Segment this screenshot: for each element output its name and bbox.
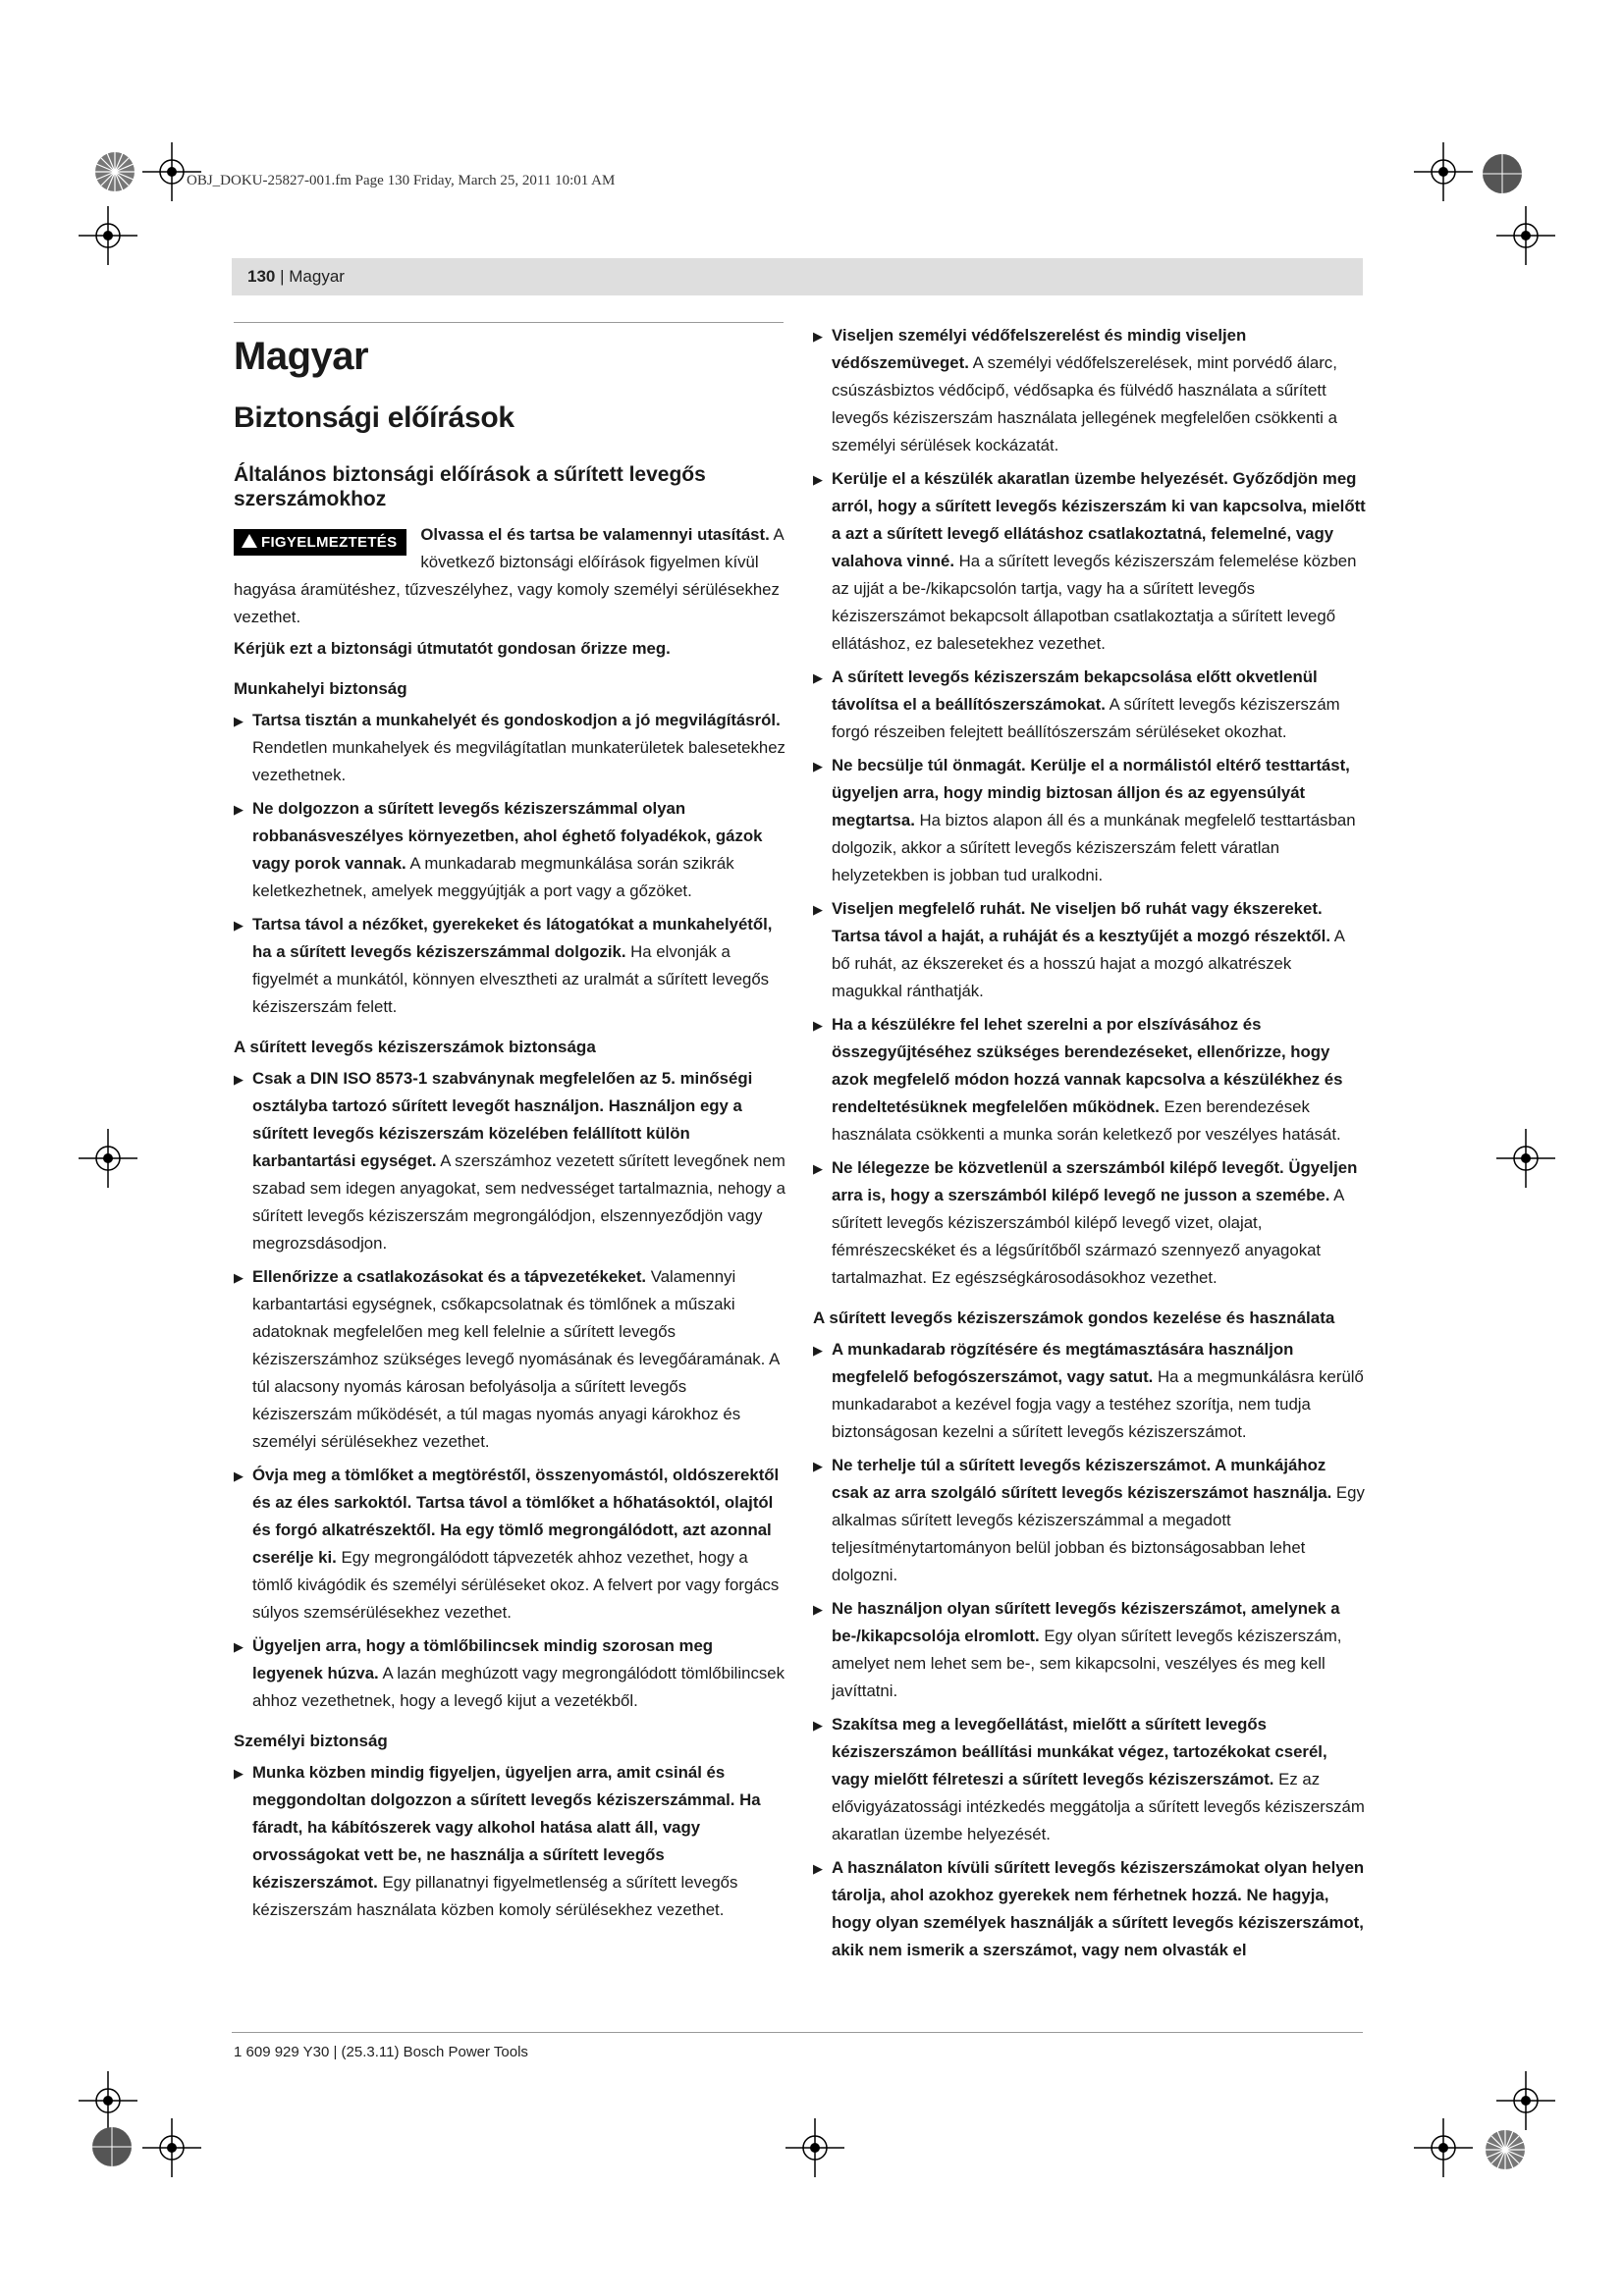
list-personal-safety — [234, 1759, 786, 1924]
warning-triangle-icon — [242, 534, 257, 548]
subsection-title: Általános biztonsági előírások a sűrített levegős szerszámokhoz — [234, 463, 706, 510]
list-careful-use — [813, 1336, 1366, 1964]
list-item: ▶ A használaton kívüli sűrített levegős kéziszerszámokat olyan helyen tárolja, ahol azokhoz gyerekek nem férhetnek hozzá. Ne hagyja, hogy olyan személyek használják a sűrített levegős kéziszerszámot, akik nem ismerik a szerszámot, vagy nem olvasták el — [813, 1854, 1366, 1964]
list-item: ▶ Ügyeljen arra, hogy a tömlőbilincsek mindig szorosan meg legyenek húzva. A lazán meghúzott vagy megrongálódott tömlőbilincsek ahhoz vezethetnek, hogy a levegő kijut a vezetékből. — [234, 1632, 786, 1715]
list-item: ▶ Viseljen megfelelő ruhát. Ne viseljen bő ruhát vagy ékszereket. Tartsa távol a haját, a ruháját és a kesztyűjét a mozgó részektől. A bő ruhát, az ékszereket és a hosszú hajat a mozgó alkatrészek magukkal ránthatják. — [813, 895, 1366, 1005]
list-item: ▶ Óvja meg a tömlőket a megtöréstől, összenyomástól, oldószerektől és az éles sarkoktól. Tartsa távol a tömlőket a hőhatásoktól, olajtól és forgó alkatrészektől. Ha egy tömlő megrongálódott, azt azonnal cserélje ki. Egy megrongálódott tápvezeték ahhoz vezethet, hogy a tömlő kivágódik és személyi sérüléseket okoz. A felvert por vagy forgács súlyos szemsérülésekhez vezethet. — [234, 1462, 786, 1627]
list-item: ▶ Tartsa tisztán a munkahelyét és gondoskodjon a jó megvilágításról. Rendetlen munkahelyek és megvilágítatlan munkaterületek balesetekhez vezethetnek. — [234, 707, 786, 789]
page-number: 130 — [247, 267, 276, 286]
print-info-line: OBJ_DOKU-25827-001.fm Page 130 Friday, March 25, 2011 10:01 AM — [187, 173, 616, 188]
left-column — [234, 322, 786, 1930]
crosshair-mark-icon — [142, 142, 201, 201]
crosshair-mark-icon — [1496, 2071, 1555, 2130]
list-item: ▶ Ne dolgozzon a sűrített levegős kéziszerszámmal olyan robbanásveszélyes környezetben, ahol éghető folyadékok, gázok vagy porok vannak. A munkadarab megmunkálása során szikrák keletkezhetnek, amelyek meggyújtják a port vagy a gőzöket. — [234, 795, 786, 905]
keep-note: Kérjük ezt a biztonsági útmutatót gondosan őrizze meg. — [234, 639, 671, 658]
list-item: ▶ Ne lélegezze be közvetlenül a szerszámból kilépő levegőt. Ügyeljen arra is, hogy a szerszámból kilépő levegő ne jusson a szemébe. A sűrített levegős kéziszerszámból kilépő levegő vizet, olajat, fémrészecskéket és a légsűrítőből származó szennyező anyagokat tartalmazhat. Ez egészségkárosodásokhoz vezethet. — [813, 1154, 1366, 1292]
list-item: ▶ A munkadarab rögzítésére és megtámasztására használjon megfelelő befogószerszámot, vagy satut. Ha a megmunkálásra kerülő munkadarabot a kezével fogja vagy a testéhez szorítja, nem tudja biztonságosan kezelni a sűrített levegős kéziszerszámot. — [813, 1336, 1366, 1446]
list-item: ▶ Kerülje el a készülék akaratlan üzembe helyezését. Győződjön meg arról, hogy a sűrített levegős kéziszerszám ki van kapcsolva, mielőtt a azt a sűrített levegő ellátáshoz csatlakoztatná, felemelné, vagy valahova vinné. Ha a sűrített levegős kéziszerszám felemelése közben az ujját a be-/kikapcsolón tartja, vagy ha a sűrített levegős kéziszerszámot bekapcsolt állapotban csatlakoztatja a sűrített levegő ellátáshoz, ez balesetekhez vezethet. — [813, 465, 1366, 658]
warning-text: Olvassa el és tartsa be valamennyi utasítást. A következő biztonsági előírások figyelmen kívül hagyása áramütéshez, tűzveszélyhez, vagy komoly személyi sérülésekhez vezethet. — [234, 525, 784, 626]
page-footer: 1 609 929 Y30 | (25.3.11) Bosch Power Tools — [234, 2044, 528, 2060]
list-item: ▶ Csak a DIN ISO 8573-1 szabványnak megfelelően az 5. minőségi osztályba tartozó sűrített levegőt használjon. Használjon egy a sűrített levegős kéziszerszám közelében felállított külön karbantartási egységet. A szerszámhoz vezetett sűrített levegőnek nem szabad sem idegen anyagokat, sem nedvességet tartalmaznia, nehogy a sűrített levegős kéziszerszám megrongálódjon, elszennyeződjön vagy megrozsdásodjon. — [234, 1065, 786, 1257]
registration-mark-solid-icon — [1481, 152, 1524, 195]
list-item: ▶ Ne terhelje túl a sűrített levegős kéziszerszámot. A munkájához csak az arra szolgáló sűrített levegős kéziszerszámot használja. Egy alkalmas sűrített levegős kéziszerszámmal a megadott teljesítménytartományon belül jobban és biztonságosabban lehet dolgozni. — [813, 1452, 1366, 1589]
registration-mark-sunburst-icon — [90, 147, 139, 196]
list-item: ▶ Ne használjon olyan sűrített levegős kéziszerszámot, amelynek a be-/kikapcsolója elromlott. Egy olyan sűrített levegős kéziszerszám, amelyet nem lehet sem be-, sem kikapcsolni, veszélyes és meg kell javíttatni. — [813, 1595, 1366, 1705]
right-column — [813, 322, 1366, 1970]
list-item: ▶ Ne becsülje túl önmagát. Kerülje el a normálistól eltérő testtartást, ügyeljen arra, hogy mindig biztosan álljon és az egyensúlyát megtartsa. Ha biztos alapon áll és a munkának megfelelő testtartásban dolgozik, akkor a sűrített levegős kéziszerszám felett váratlan helyzetekben is jobban tud uralkodni. — [813, 752, 1366, 889]
crosshair-mark-icon — [1496, 206, 1555, 265]
list-item: ▶ Tartsa távol a nézőket, gyerekeket és látogatókat a munkahelyétől, ha a sűrített levegős kéziszerszámmal dolgozik. Ha elvonják a figyelmét a munkától, könnyen elvesztheti az uralmát a sűrített levegős kéziszerszám felett. — [234, 911, 786, 1021]
list-item: ▶ Szakítsa meg a levegőellátást, mielőtt a sűrített levegős kéziszerszámon beállítási munkákat végez, tartozékokat cserél, vagy mielőtt félreteszi a sűrített levegős kéziszerszámot. Ez az elővigyázatossági intézkedés meggátolja a sűrített levegős kéziszerszám akaratlan üzembe helyezését. — [813, 1711, 1366, 1848]
footer-rule — [232, 2032, 1363, 2033]
section-title: Biztonsági előírások — [234, 401, 514, 434]
registration-mark-solid-icon — [90, 2125, 134, 2168]
header-separator: | — [280, 267, 285, 286]
header-language: Magyar — [289, 267, 345, 286]
crosshair-mark-icon — [142, 2118, 201, 2177]
list-personal-safety-cont — [813, 322, 1366, 1292]
crosshair-mark-icon — [79, 206, 137, 265]
list-item: ▶ Ha a készülékre fel lehet szerelni a por elszívásához és összegyűjtéséhez szükséges berendezéseket, ellenőrizze, hogy azok megfelelő módon hozzá vannak kapcsolva a készülékhez és rendeltetésüknek megfelelően működnek. Ezen berendezések használata csökkenti a munka során keletkező por veszélyes hatását. — [813, 1011, 1366, 1148]
section-heading-careful-use: A sűrített levegős kéziszerszámok gondos kezelése és használata — [813, 1308, 1335, 1327]
registration-mark-sunburst-icon — [1481, 2125, 1530, 2174]
crosshair-mark-icon — [1496, 1129, 1555, 1188]
section-heading-personal-safety: Személyi biztonság — [234, 1732, 388, 1750]
list-tool-safety — [234, 1065, 786, 1715]
crosshair-mark-icon — [1414, 142, 1473, 201]
crosshair-mark-icon — [785, 2118, 844, 2177]
section-heading-workplace: Munkahelyi biztonság — [234, 679, 407, 698]
list-item: ▶ Ellenőrizze a csatlakozásokat és a tápvezetékeket. Valamennyi karbantartási egységnek, csőkapcsolatnak és tömlőnek a műszaki adatoknak megfelelően meg kell felelnie a sűrített levegős kéziszerszámhoz szükséges levegő nyomásának és levegőáramának. A túl alacsony nyomás károsan befolyásolja a sűrített levegős kéziszerszám működését, a túl magas nyomás anyagi károkhoz és személyi sérülésekhez vezethet. — [234, 1263, 786, 1456]
warning-block — [234, 521, 786, 631]
list-item: ▶ Munka közben mindig figyeljen, ügyeljen arra, amit csinál és meggondoltan dolgozzon a sűrített levegős kéziszerszámmal. Ha fáradt, ha kábítószerek vagy alkohol hatása alatt áll, vagy orvosságokat vett be, ne használja a sűrített levegős kéziszerszámot. Egy pillanatnyi figyelmetlenség a sűrített levegős kéziszerszám használata közben komoly sérülésekhez vezethet. — [234, 1759, 786, 1924]
warning-badge: FIGYELMEZTETÉS — [234, 529, 406, 556]
crosshair-mark-icon — [1414, 2118, 1473, 2177]
page-header — [232, 258, 1363, 295]
page-title: Magyar — [234, 335, 369, 378]
section-heading-tool-safety: A sűrített levegős kéziszerszámok biztonsága — [234, 1038, 596, 1056]
list-item: ▶ A sűrített levegős kéziszerszám bekapcsolása előtt okvetlenül távolítsa el a beállítószerszámokat. A sűrített levegős kéziszerszám forgó részeiben felejtett beállítószerszám sérüléseket okozhat. — [813, 664, 1366, 746]
list-workplace — [234, 707, 786, 1021]
list-item: ▶ Viseljen személyi védőfelszerelést és mindig viseljen védőszemüveget. A személyi védőfelszerelések, mint porvédő álarc, csúszásbiztos védőcipő, védősapka és fülvédő használata a sűrített levegős kéziszerszám használata jellegének megfelelően csökkenti a személyi sérülések kockázatát. — [813, 322, 1366, 459]
column-top-rule — [234, 322, 784, 323]
crosshair-mark-icon — [79, 1129, 137, 1188]
crosshair-mark-icon — [79, 2071, 137, 2130]
